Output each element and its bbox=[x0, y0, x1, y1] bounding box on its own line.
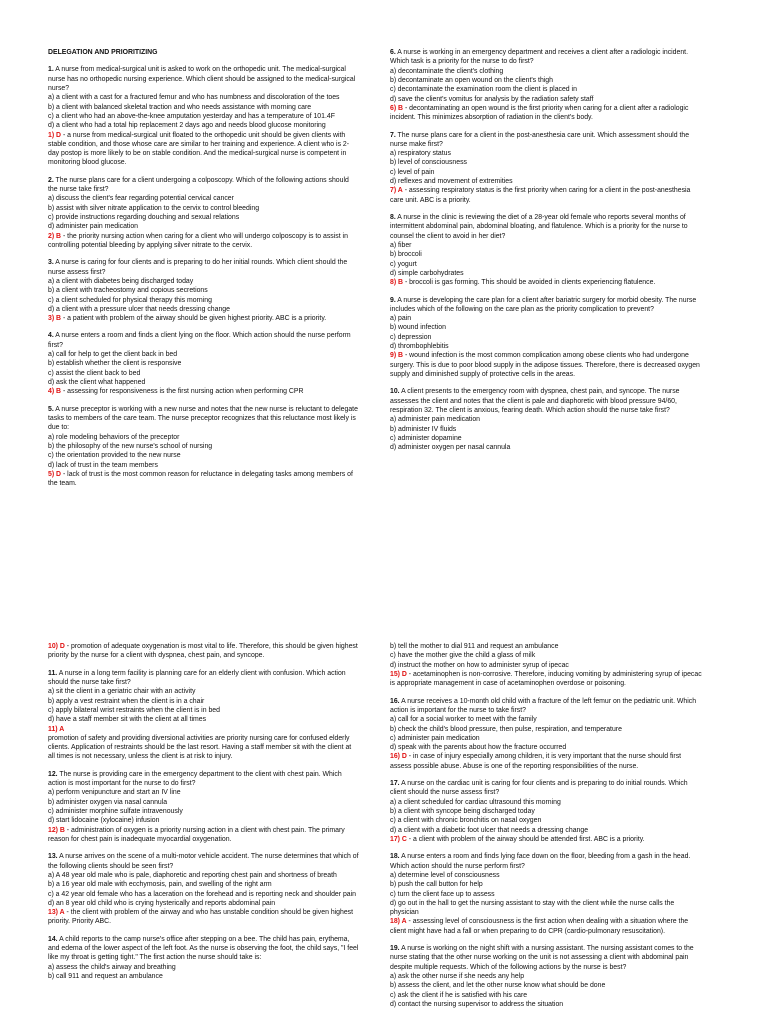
answer-option: b) assist with silver nitrate application to the cervix to control bleeding bbox=[48, 204, 260, 212]
answer-key: 11) A bbox=[48, 725, 65, 733]
explanation-text: promotion of safety and providing diversional activities are priority nursing care for confused elderly clients. Application of restraints should be the last resort. Having a staff member sit with the client at all times is not necessary, unless the client is at risk to injury. bbox=[48, 734, 352, 761]
question-stem: A nurse preceptor is working with a new nurse and notes that the new nurse is reluctant to delegate tasks to members of the care team. The nurse preceptor recognizes that this reluctance most likely is due to: bbox=[48, 405, 358, 432]
question-number: 10. bbox=[390, 388, 400, 396]
question-block bbox=[390, 131, 702, 206]
answer-option: c) administer dopamine bbox=[390, 434, 462, 442]
answer-option: d) ask the client what happened bbox=[48, 379, 146, 386]
question-number: 7. bbox=[390, 131, 396, 139]
question-stem: A child reports to the camp nurse's office after stepping on a bee. The child has pain, erythema, and edema of the lower aspect of the left foot. As the nurse is observing the foot, the child says, "I feel like my throat is getting tight." The first action the nurse should take is: bbox=[48, 935, 359, 962]
answer-explanation bbox=[390, 752, 702, 771]
answer-option: b) administer IV fluids bbox=[390, 425, 457, 433]
question-number: 18. bbox=[390, 853, 400, 861]
explanation-text: - acetaminophen is non-corrosive. Therefore, inducing vomiting by administering syrup of ipecac is appropriate management in case of acetaminophen overdose or poisoning. bbox=[390, 670, 702, 688]
question-stem: The nurse is providing care in the emergency department to the client with chest pain. Which action is most important for the nurse to do first? bbox=[48, 770, 342, 788]
question-text bbox=[390, 697, 702, 716]
question-stem: The nurse plans care for a client undergoing a colposcopy. Which of the following actions should the nurse take first? bbox=[48, 176, 349, 194]
answer-option: b) a client with balanced skeletal traction and who needs assistance with morning care bbox=[48, 103, 312, 111]
answer-explanation bbox=[390, 278, 702, 287]
question-text bbox=[390, 387, 702, 415]
answer-option: d) simple carbohydrates bbox=[390, 269, 464, 277]
answer-option: c) a client scheduled for physical therapy this morning bbox=[48, 296, 212, 304]
answer-option: d) a client who had a total hip replacement 2 days ago and needs blood glucose monitoring bbox=[48, 122, 326, 130]
answer-option: d) save the client's vomitus for analysis by the radiation safety staff bbox=[390, 95, 594, 103]
answer-option: d) administer pain medication bbox=[48, 223, 139, 231]
question-stem: A nurse on the cardiac unit is caring for four clients and is preparing to do initial rounds. Which client should the nurse assess first? bbox=[390, 780, 688, 797]
answer-option: c) have the mother give the child a glass of milk bbox=[390, 652, 536, 660]
answer-option: d) speak with the parents about how the fracture occurred bbox=[390, 744, 567, 752]
question-block bbox=[48, 331, 360, 396]
column-1 bbox=[48, 48, 360, 496]
answer-option: a) fiber bbox=[390, 241, 412, 249]
question-number: 5. bbox=[48, 405, 54, 413]
question-text bbox=[390, 131, 702, 150]
answer-option: c) a client with chronic bronchitis on nasal oxygen bbox=[390, 817, 542, 825]
question-block bbox=[48, 176, 360, 251]
answer-option: a) determine level of consciousness bbox=[390, 871, 500, 879]
answer-option: b) broccoli bbox=[390, 251, 422, 259]
question-stem: A nurse arrives on the scene of a multi-motor vehicle accident. The nurse determines that which of the following clients should be seen first? bbox=[48, 853, 359, 870]
question-text bbox=[48, 176, 360, 195]
question-text bbox=[390, 48, 702, 67]
answer-option: d) go out in the hall to get the nursing assistant to stay with the client while the nurse calls the physician bbox=[390, 899, 675, 917]
answer-option: d) an 8 year old child who is crying hysterically and reports abdominal pain bbox=[48, 899, 276, 907]
answer-key: 18) A bbox=[390, 918, 407, 926]
question-stem: A nurse is caring for four clients and is preparing to do her initial rounds. Which client should the nurse assess first? bbox=[48, 259, 348, 276]
answer-explanation bbox=[48, 314, 360, 323]
question-stem: A nurse receives a 10-month old child with a fracture of the left femur on the pediatric unit. Which action is important for the nurse to take first? bbox=[390, 697, 697, 714]
question-stem: A nurse from medical-surgical unit is asked to work on the orthopedic unit. The medical-surgical nurse has no orthopedic nursing experience. Which client should be assigned to the medical-surgical nurse? bbox=[48, 66, 356, 92]
question-list-col4 bbox=[390, 642, 702, 1009]
answer-key: 15) D bbox=[390, 670, 407, 678]
answer-key: 7) A bbox=[390, 187, 403, 195]
answer-key: 5) D bbox=[48, 470, 62, 478]
question-text bbox=[48, 331, 360, 350]
answer-option: d) instruct the mother on how to administer syrup of ipecac bbox=[390, 661, 569, 669]
answer-option: b) call 911 and request an ambulance bbox=[48, 973, 163, 980]
answer-option: b) establish whether the client is responsive bbox=[48, 360, 182, 368]
question-block bbox=[48, 770, 360, 845]
question-block bbox=[390, 642, 702, 689]
answer-option: c) a client who had an above-the-knee amputation yesterday and has a temperature of 101.4F bbox=[48, 112, 335, 120]
answer-key: 1) D bbox=[48, 131, 62, 139]
question-list-col1 bbox=[48, 65, 360, 488]
answer-explanation bbox=[48, 131, 360, 168]
answer-option: a) perform venipuncture and start an IV line bbox=[48, 789, 181, 797]
answer-option: b) decontaminate an open wound on the client's thigh bbox=[390, 76, 553, 84]
answer-option: c) level of pain bbox=[390, 168, 435, 176]
answer-option: c) assist the client back to bed bbox=[48, 369, 141, 377]
question-text bbox=[48, 258, 360, 277]
question-block bbox=[48, 852, 360, 927]
answer-option: d) a client with a diabetic foot ulcer that needs a dressing change bbox=[390, 826, 589, 834]
answer-option: b) tell the mother to dial 911 and request an ambulance bbox=[390, 643, 559, 650]
explanation-text: - broccoli is gas forming. This should be avoided in clients experiencing flatulence. bbox=[404, 279, 656, 287]
answer-option: b) push the call button for help bbox=[390, 881, 483, 889]
answer-option: a) call for help to get the client back in bed bbox=[48, 351, 178, 359]
question-text bbox=[48, 669, 360, 688]
answer-option: c) depression bbox=[390, 333, 432, 341]
answer-option: a) a client with diabetes being discharged today bbox=[48, 277, 194, 285]
answer-explanation bbox=[48, 642, 360, 661]
answer-explanation bbox=[48, 470, 360, 489]
question-text bbox=[390, 852, 702, 871]
answer-explanation bbox=[48, 908, 360, 927]
answer-option: b) level of consciousness bbox=[390, 159, 467, 167]
question-text bbox=[390, 213, 702, 241]
answer-key: 12) B bbox=[48, 826, 65, 834]
question-block bbox=[48, 642, 360, 661]
answer-key: 16) D bbox=[390, 753, 407, 761]
answer-option: a) ask the other nurse if she needs any help bbox=[390, 973, 525, 980]
question-block bbox=[390, 852, 702, 936]
answer-option: a) sit the client in a geriatric chair with an activity bbox=[48, 688, 196, 696]
question-number: 19. bbox=[390, 945, 400, 953]
answer-option: c) provide instructions regarding douching and sexual relations bbox=[48, 214, 240, 221]
question-text bbox=[390, 944, 702, 972]
question-number: 11. bbox=[48, 669, 58, 677]
question-stem: A nurse is working in an emergency department and receives a client after a radiologic incident. Which task is a priority for the nurse to do first? bbox=[390, 49, 689, 66]
explanation-text: - a client with problem of the airway should be attended first. ABC is a priority. bbox=[408, 835, 645, 843]
question-number: 8. bbox=[390, 214, 396, 221]
question-stem: A nurse in a long term facility is planning care for an elderly client with confusion. Which action should the nurse take first? bbox=[48, 669, 346, 686]
answer-option: a) role modeling behaviors of the preceptor bbox=[48, 433, 180, 441]
answer-option: a) call for a social worker to meet with the family bbox=[390, 716, 537, 724]
column-2 bbox=[390, 48, 702, 461]
answer-explanation bbox=[48, 232, 360, 251]
question-number: 6. bbox=[390, 49, 396, 56]
answer-option: d) start lidocaine (xylocaine) infusion bbox=[48, 817, 160, 825]
question-text bbox=[48, 770, 360, 789]
answer-option: d) contact the nursing supervisor to address the situation bbox=[390, 1000, 564, 1008]
question-number: 4. bbox=[48, 332, 54, 340]
question-number: 3. bbox=[48, 259, 54, 267]
answer-key: 4) B bbox=[48, 388, 62, 396]
answer-option: c) a 42 year old female who has a laceration on the forehead and is reporting neck and shoulder pain bbox=[48, 890, 356, 898]
answer-option: c) turn the client face up to assess bbox=[390, 890, 495, 898]
answer-option: a) administer pain medication bbox=[390, 416, 481, 424]
answer-option: a) decontaminate the client's clothing bbox=[390, 67, 504, 75]
question-number: 13. bbox=[48, 853, 58, 861]
answer-option: b) the philosophy of the new nurse's school of nursing bbox=[48, 442, 213, 450]
answer-option: c) ask the client if he is satisfied with his care bbox=[390, 991, 528, 999]
answer-explanation bbox=[48, 387, 360, 396]
column-3 bbox=[48, 642, 360, 989]
answer-key: 17) C bbox=[390, 835, 407, 843]
question-text bbox=[48, 852, 360, 871]
question-number: 14. bbox=[48, 935, 58, 943]
answer-explanation bbox=[390, 186, 702, 205]
question-block bbox=[390, 697, 702, 772]
answer-explanation bbox=[390, 351, 702, 379]
question-list-col3 bbox=[48, 642, 360, 981]
explanation-text: - assessing for responsiveness is the first nursing action when performing CPR bbox=[62, 388, 304, 396]
answer-option: b) a client with syncope being discharged today bbox=[390, 808, 535, 815]
question-number: 12. bbox=[48, 770, 58, 778]
answer-option: d) reflexes and movement of extremities bbox=[390, 178, 513, 186]
question-stem: The nurse plans care for a client in the post-anesthesia care unit. Which assessment should the nurse make first? bbox=[390, 131, 690, 148]
answer-key: 9) B bbox=[390, 352, 404, 360]
answer-option: c) decontaminate the examination room the client is placed in bbox=[390, 86, 577, 94]
answer-option: a) respiratory status bbox=[390, 150, 451, 158]
answer-key: 2) B bbox=[48, 232, 62, 240]
explanation-text: - assessing respiratory status is the first priority when caring for a client in the post-anesthesia care unit. ABC is a priority. bbox=[390, 187, 691, 204]
answer-option: d) have a staff member sit with the client at all times bbox=[48, 716, 207, 724]
answer-option: d) administer oxygen per nasal cannula bbox=[390, 444, 511, 452]
answer-option: a) a client scheduled for cardiac ultrasound this morning bbox=[390, 798, 561, 806]
explanation-text: - the priority nursing action when caring for a client who will undergo colposcopy is to assist in controlling potential bleeding by applying silver nitrate to the cervix. bbox=[48, 232, 348, 249]
question-text bbox=[48, 935, 360, 963]
explanation-text: - administration of oxygen is a priority nursing action in a client with chest pain. The primary reason for chest pain is inadequate myocardial oxygenation. bbox=[48, 826, 345, 843]
question-block bbox=[390, 387, 702, 452]
answer-option: d) thrombophlebitis bbox=[390, 343, 449, 351]
answer-option: b) a client with tracheostomy and copious secretions bbox=[48, 287, 208, 295]
question-stem: A client presents to the emergency room with dyspnea, chest pain, and syncope. The nurse assesses the client and notes that the client is pale and diaphoretic with blood pressure 94/60, respiration 32. The client is anxious, fearing death. Which action should the nurse take first? bbox=[390, 388, 680, 414]
explanation-text: - assessing level of consciousness is the first action when dealing with a situation where the client might have had a fall or when preparing to do CPR (cardio-pulmonary resuscitation). bbox=[390, 918, 689, 935]
explanation-text: - the client with problem of the airway and who has unstable condition should be given highest priority. Priority ABC. bbox=[48, 909, 354, 926]
column-4 bbox=[390, 642, 702, 1017]
answer-option: a) discuss the client's fear regarding potential cervical cancer bbox=[48, 195, 234, 203]
question-stem: A nurse in the clinic is reviewing the diet of a 28-year old female who reports several months of intermittent abdominal pain, abdominal bloating, and flatulence. Which is a priority for the nurse to counsel the client to avoid in her diet? bbox=[390, 214, 688, 240]
explanation-text: - lack of trust is the most common reason for reluctance in delegating tasks among members of the team. bbox=[48, 470, 353, 488]
answer-option: d) lack of trust in the team members bbox=[48, 461, 158, 469]
answer-option: c) administer morphine sulfate intravenously bbox=[48, 808, 183, 815]
answer-explanation bbox=[390, 104, 702, 123]
answer-option: d) a client with a pressure ulcer that needs dressing change bbox=[48, 305, 230, 313]
question-block bbox=[390, 779, 702, 844]
question-stem: A nurse enters a room and finds lying face down on the floor, bleeding from a gash in the head. Which action should the nurse perform first? bbox=[390, 853, 691, 870]
answer-key: 8) B bbox=[390, 279, 404, 287]
explanation-text: - promotion of adequate oxygenation is most vital to life. Therefore, this should be given highest priority by the nurse for a client with dyspnea, chest pain, and syncope. bbox=[48, 643, 358, 660]
answer-option: c) apply bilateral wrist restraints when the client is in bed bbox=[48, 706, 220, 714]
answer-option: b) assess the client, and let the other nurse know what should be done bbox=[390, 982, 606, 990]
question-text bbox=[48, 405, 360, 433]
question-block bbox=[390, 213, 702, 288]
question-list-col2 bbox=[390, 48, 702, 453]
question-text bbox=[48, 65, 360, 93]
answer-explanation bbox=[390, 670, 702, 689]
answer-key: 3) B bbox=[48, 315, 62, 323]
question-stem: A nurse is developing the care plan for a client after bariatric surgery for morbid obesity. The nurse includes which of the following on the care plan as the priority complication to prevent? bbox=[390, 296, 697, 313]
question-block bbox=[390, 296, 702, 380]
answer-explanation bbox=[390, 835, 702, 844]
explanation-text: - wound infection is the most common complication among obese clients who had undergone surgery. This is due to poor blood supply in the adipose tissues. Therefore, there is decreased oxygen supply and diminished supply of protective cells in the areas. bbox=[390, 352, 700, 378]
explanation-text: - a patient with problem of the airway should be given highest priority. ABC is a priority. bbox=[62, 315, 327, 323]
explanation-text: - in case of injury especially among children, it is very important that the nurse should first assess possible abuse. Abuse is one of the reporting responsibilities of the nurse. bbox=[390, 753, 682, 770]
answer-explanation bbox=[390, 917, 702, 936]
question-stem: A nurse is working on the night shift with a nursing assistant. The nursing assistant comes to the nurse stating that the other nurse working on the unit is not assessing a client with abdominal pain despite multiple requests. Which of the following actions by the nurse is best? bbox=[390, 945, 694, 971]
explanation-text: - a nurse from medical-surgical unit floated to the orthopedic unit should be given clients with stable condition, and those whose care are similar to her training and experience. A client who is 2-day postop is more likely to be on stable condition. And the medical-surgical nurse is competent in monitoring blood glucose. bbox=[48, 131, 350, 167]
answer-option: a) assess the child's airway and breathing bbox=[48, 963, 176, 971]
answer-option: a) A 48 year old male who is pale, diaphoretic and reporting chest pain and shortness of breath bbox=[48, 871, 337, 879]
answer-option: a) pain bbox=[390, 315, 412, 323]
question-text bbox=[390, 296, 702, 315]
question-number: 17. bbox=[390, 780, 400, 788]
answer-option: b) a 16 year old male with ecchymosis, pain, and swelling of the right arm bbox=[48, 881, 272, 889]
answer-explanation bbox=[48, 826, 360, 845]
answer-option: b) wound infection bbox=[390, 324, 446, 332]
answer-key: 6) B bbox=[390, 104, 404, 112]
document-title: DELEGATION AND PRIORITIZING bbox=[48, 49, 158, 56]
answer-option: b) apply a vest restraint when the client is in a chair bbox=[48, 697, 205, 705]
question-block bbox=[48, 935, 360, 982]
explanation-text: - decontaminating an open wound is the first priority when caring for a client after a radiologic incident. This minimizes absorption of radiation in the client's body. bbox=[390, 104, 689, 122]
answer-option: c) the orientation provided to the new nurse bbox=[48, 452, 181, 460]
question-stem: A nurse enters a room and finds a client lying on the floor. Which action should the nurse perform first? bbox=[48, 332, 351, 349]
answer-option: b) check the child's blood pressure, then pulse, respiration, and temperature bbox=[390, 725, 622, 733]
answer-key: 13) A bbox=[48, 909, 65, 917]
answer-option: c) administer pain medication bbox=[390, 734, 480, 742]
answer-option: a) a client with a cast for a fractured femur and who has numbness and discoloration of the toes bbox=[48, 94, 340, 102]
question-block bbox=[48, 405, 360, 489]
answer-option: c) yogurt bbox=[390, 260, 417, 268]
question-number: 16. bbox=[390, 697, 400, 705]
answer-option: b) administer oxygen via nasal cannula bbox=[48, 798, 168, 806]
question-block bbox=[48, 258, 360, 323]
question-block bbox=[48, 65, 360, 167]
question-number: 2. bbox=[48, 176, 54, 184]
question-block bbox=[390, 944, 702, 1009]
question-text bbox=[390, 779, 702, 798]
question-block bbox=[390, 48, 702, 123]
answer-key: 10) D bbox=[48, 643, 65, 650]
question-number: 9. bbox=[390, 296, 396, 304]
question-number: 1. bbox=[48, 66, 54, 74]
question-block bbox=[48, 669, 360, 762]
